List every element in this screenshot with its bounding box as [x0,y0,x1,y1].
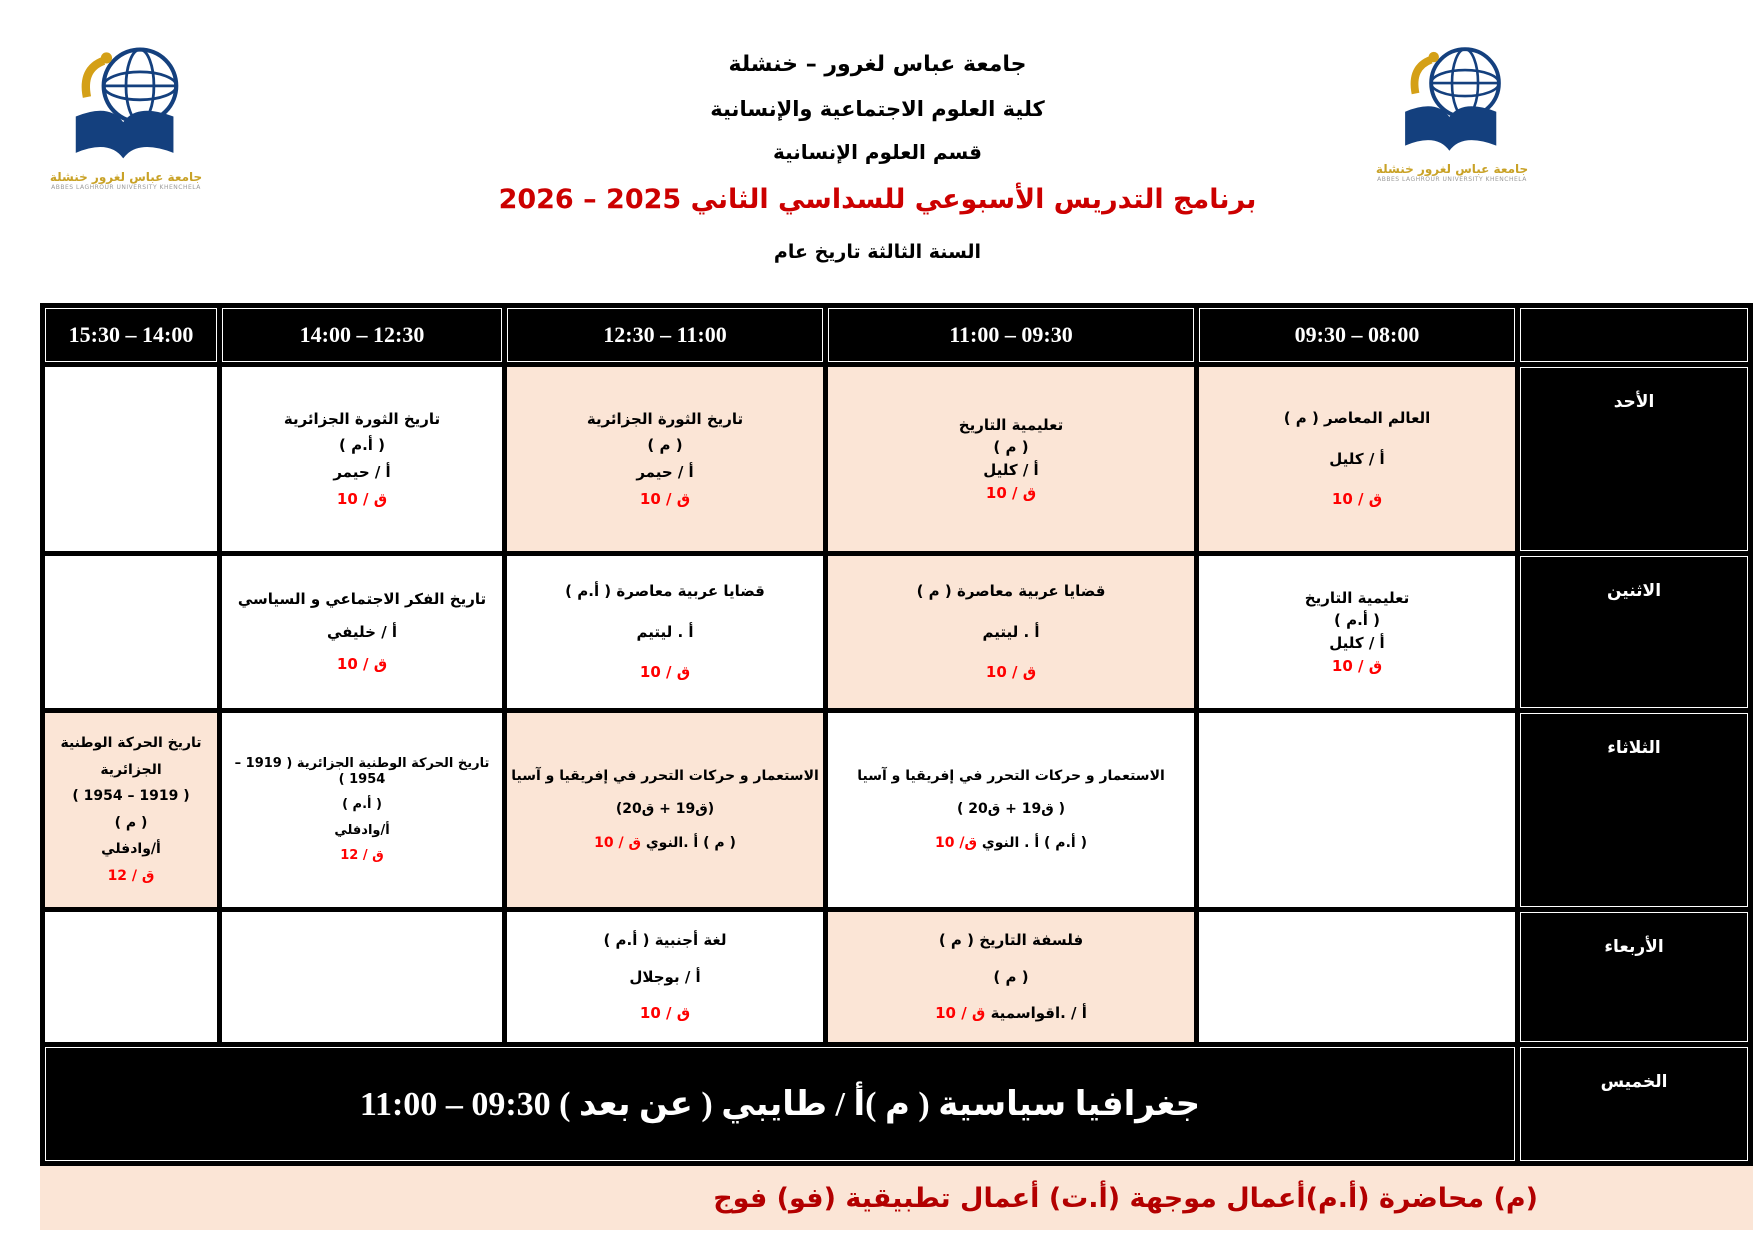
cell-line [1334,611,1380,630]
logo-caption-arabic: جامعة عباس لغرور خنشلة [49,170,203,184]
room-number: ق / 12 [340,847,384,863]
course-text: أ/وادفلي [101,841,161,857]
faculty-name: كلية العلوم الاجتماعية والإنسانية [710,97,1045,121]
cell-line [238,590,486,609]
course-text: ( أ.م ) [342,797,382,813]
cell-content [45,380,217,538]
cell-content [1199,569,1515,695]
course-text: ( م ) [993,438,1029,457]
cell-line [100,762,161,780]
cell-line [935,835,1087,853]
cell-line [616,801,714,819]
schedule-row [45,713,1748,907]
cell-line [1332,490,1382,509]
cell-line [1329,450,1384,469]
cell-line [1284,409,1431,428]
cell-line [993,438,1028,457]
course-text: أ / كليل [1329,449,1385,468]
cell-line [629,968,700,987]
year-subtitle: السنة الثالثة تاريخ عام [773,241,982,263]
day-label-cell: الخميس [1520,1047,1748,1161]
cell-line [334,823,389,839]
day-label-cell: الثلاثاء [1520,713,1748,907]
department-name: قسم العلوم الإنسانية [773,140,982,164]
cell-content [828,925,1194,1029]
cell-line [342,797,382,813]
cell-line [284,410,440,429]
cell-line [337,490,387,509]
schedule-cell [828,556,1194,708]
logo-caption-arabic: جامعة عباس لغرور خنشلة [1375,162,1529,176]
cell-content [828,380,1194,538]
course-text: الاستعمار و حركات التحرر في إفريقيا و آسيا [857,767,1165,784]
cell-line [959,416,1063,435]
cell-content [1199,925,1515,1029]
room-number: ق / 12 [107,867,155,884]
cell-line [108,868,155,886]
schedule-cell [828,912,1194,1042]
room-number: ق / 10 [935,1004,986,1023]
cell-line [337,655,387,674]
cell-line [594,835,736,853]
room-number: ق / 10 [639,1004,691,1023]
cell-line [957,801,1065,819]
course-text: أ / كليل [983,461,1039,479]
day-column-header [1520,308,1748,362]
schedule-cell [507,556,823,708]
university-name: جامعة عباس لغرور – خنشلة [728,52,1027,77]
course-text: تاريخ الحركة الوطنية الجزائرية ( 1919 – 1954 ) [234,755,490,788]
cell-content [828,726,1194,894]
course-text: ( ق19 + ق20 ) [956,801,1066,818]
cell-line [1305,589,1409,608]
room-number: ق/ 10 [935,834,978,851]
schedule-cell [1199,556,1515,708]
course-text: فلسفة التاريخ ( م ) [938,930,1084,949]
cell-line [640,663,690,682]
schedule-row [45,367,1748,551]
course-text: قضايا عربية معاصرة ( أ.م ) [565,581,765,600]
course-text: الجزائرية [100,761,162,778]
legend-bar: (م) محاضرة (أ.م)أعمال موجهة (أ.ت) أعمال تطبيقية (فو) فوج [40,1166,1753,1230]
course-text: أ . ليتيم [982,622,1040,641]
weekly-timetable [40,303,1753,1166]
cell-line [636,463,693,482]
schedule-cell [507,912,823,1042]
schedule-cell [45,556,217,708]
cell-line [982,623,1039,642]
cell-line [327,623,397,642]
cell-content [222,925,502,1029]
course-text: أ / حيمر [636,463,694,481]
cell-line [115,815,148,833]
cell-line [640,1004,690,1023]
cell-content [507,380,823,538]
cell-line [636,623,693,642]
course-text: تاريخ الحركة الوطنية [60,735,202,751]
course-text: (ق19 + ق20) [615,801,715,818]
course-text: الاستعمار و حركات التحرر في إفريقيا و آسيا [511,767,819,784]
course-text: ( م ) [993,967,1029,986]
time-column-header: 14:00 – 12:30 [222,308,502,362]
cell-line [511,768,819,786]
room-number: ق / 10 [594,834,641,851]
time-column-header: 12:30 – 11:00 [507,308,823,362]
cell-line [339,436,385,455]
day-label-cell: الأحد [1520,367,1748,551]
schedule-cell [45,713,217,907]
course-text: ( م ) [647,436,683,455]
course-text: ( أ.م ) [339,436,385,455]
cell-line [647,436,682,455]
room-number: ق / 10 [1331,656,1383,675]
schedule-title: برنامج التدريس الأسبوعي للسداسي الثاني 2025 – 2026 [498,184,1257,215]
cell-line [917,582,1106,601]
room-number: ق / 10 [985,663,1037,682]
cell-line [60,735,201,753]
cell-line [986,484,1036,503]
schedule-row-thursday [45,1047,1748,1161]
cell-line [101,841,161,859]
room-number: ق / 10 [336,655,388,674]
schedule-row [45,556,1748,708]
cell-line [935,1004,1087,1023]
cell-line [226,756,498,789]
time-column-header: 15:30 – 14:00 [45,308,217,362]
cell-line [986,663,1036,682]
schedule-row [45,912,1748,1042]
course-text: قضايا عربية معاصرة ( م ) [916,581,1106,600]
schedule-cell [45,367,217,551]
cell-line [939,931,1083,950]
cell-content [507,726,823,894]
course-text: تعليمية التاريخ [958,415,1064,434]
room-number: ق / 10 [639,663,691,682]
time-column-header: 11:00 – 09:30 [828,308,1194,362]
logo-caption-latin: ABBES LAGHROUR UNIVERSITY KHENCHELA [1377,176,1527,183]
cell-content [507,925,823,1029]
room-number: ق / 10 [639,489,691,508]
course-text: أ / بوجلال [629,967,701,986]
course-text: أ / .اقواسمية [985,1004,1087,1023]
cell-line [587,410,743,429]
cell-content [222,726,502,894]
room-number: ق / 10 [336,489,388,508]
schedule-cell [222,556,502,708]
day-label-cell: الأربعاء [1520,912,1748,1042]
day-label-cell: الاثنين [1520,556,1748,708]
cell-line [565,582,765,601]
course-text: أ / حيمر [333,463,391,481]
schedule-cell [222,912,502,1042]
document-header [0,52,1755,263]
course-text: ( م ) أ .النوي [640,834,736,851]
logo-caption-latin: ABBES LAGHROUR UNIVERSITY KHENCHELA [51,184,201,191]
cell-line [857,768,1165,786]
course-text: تاريخ الثورة الجزائرية [283,409,441,428]
schedule-cell [828,713,1194,907]
thursday-remote-course-note: جغرافيا سياسية ( م )أ / طايبي ( عن بعد ) 09:30 – 11:00 [45,1047,1515,1161]
schedule-cell [507,713,823,907]
schedule-cell [828,367,1194,551]
course-text: تاريخ الفكر الاجتماعي و السياسي [237,589,487,608]
schedule-cell [1199,912,1515,1042]
course-text: ( م ) [114,814,148,831]
cell-line [603,931,726,950]
cell-line [333,463,390,482]
cell-content [45,569,217,695]
course-text: تاريخ الثورة الجزائرية [586,409,744,428]
cell-content [507,569,823,695]
schedule-cell [222,367,502,551]
cell-line [72,788,189,806]
cell-content [1199,726,1515,894]
course-text: لغة أجنبية ( أ.م ) [603,930,727,949]
schedule-cell [1199,367,1515,551]
cell-line [1329,634,1384,653]
course-text: تعليمية التاريخ [1304,588,1410,607]
course-text: أ / خليفي [326,622,398,641]
course-text: العالم المعاصر ( م ) [1283,408,1431,427]
course-text: ( 1919 – 1954 ) [72,788,190,804]
timetable-section [0,303,1755,1230]
time-column-header: 09:30 – 08:00 [1199,308,1515,362]
schedule-cell [507,367,823,551]
cell-content [1199,380,1515,538]
course-text: ( أ.م ) [1334,611,1380,630]
course-text: أ/وادفلي [334,822,390,838]
schedule-cell [222,713,502,907]
course-text: أ . ليتيم [636,622,694,641]
cell-content [222,569,502,695]
course-text: ( أ.م ) أ . النوي [977,834,1087,851]
course-text: أ / كليل [1329,634,1385,652]
cell-line [993,968,1028,987]
cell-content [828,569,1194,695]
cell-content [45,726,217,894]
schedule-cell [45,912,217,1042]
cell-line [983,461,1038,480]
cell-content [222,380,502,538]
cell-line [340,848,384,864]
cell-line [640,490,690,509]
cell-line [1332,657,1382,676]
room-number: ق / 10 [985,483,1037,502]
cell-content [45,925,217,1029]
room-number: ق / 10 [1331,490,1383,509]
schedule-cell [1199,713,1515,907]
time-header-row [45,308,1748,362]
